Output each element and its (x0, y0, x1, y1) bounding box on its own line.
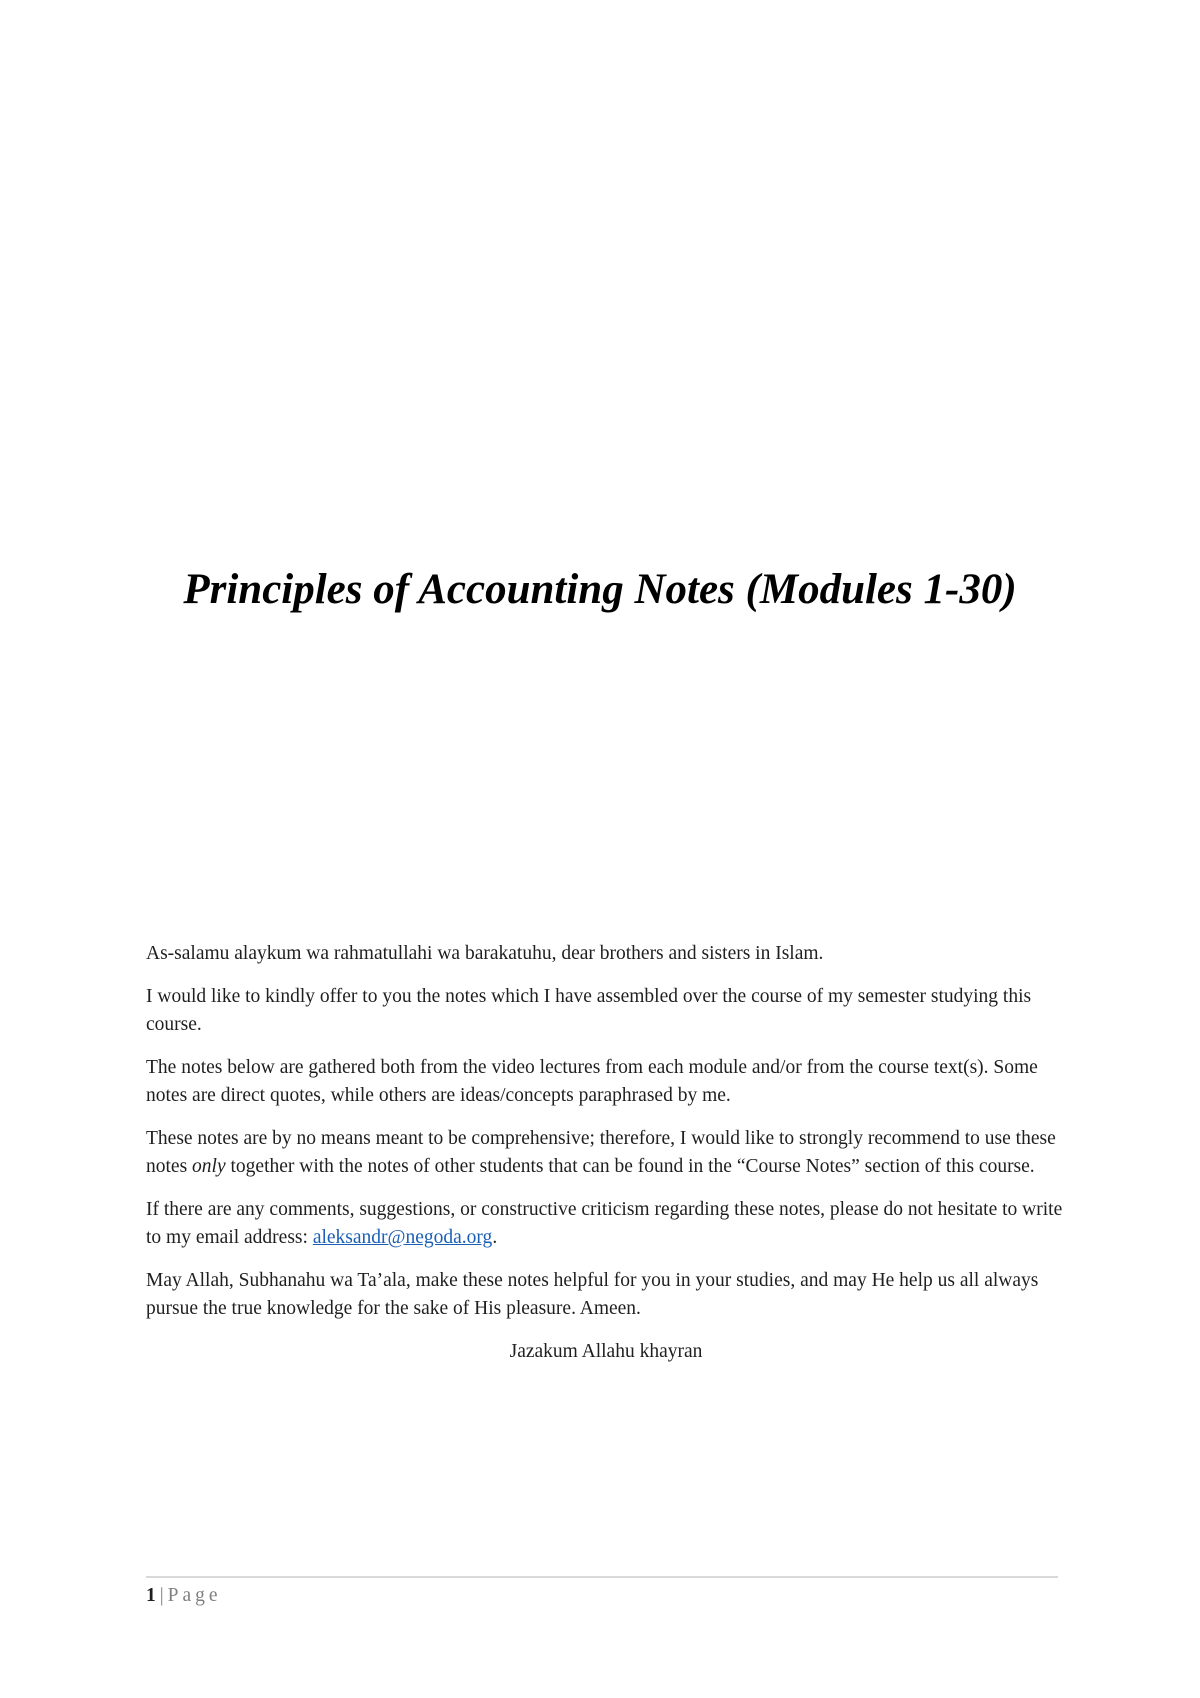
disclaimer-text-start: These notes are by no means meant to be comprehensive; therefore, I would like to strongly recommend to use these notes (146, 1128, 1056, 1177)
footer-divider (146, 1576, 1058, 1578)
footer-separator: | (159, 1585, 164, 1606)
dua-paragraph: May Allah, Subhanahu wa Ta’ala, make these notes helpful for you in your studies, and may He help us all always pursue the true knowledge for the sake of His pleasure. Ameen. (146, 1270, 1039, 1319)
disclaimer-emphasis: only (192, 1156, 226, 1177)
greeting-paragraph: As-salamu alaykum wa rahmatullahi wa barakatuhu, dear brothers and sisters in Islam. (146, 943, 824, 964)
sources-paragraph: The notes below are gathered both from the video lectures from each module and/or from the course text(s). Some notes are direct quotes, while others are ideas/concepts paraphrased by me. (146, 1057, 1038, 1106)
disclaimer-text-end: together with the notes of other students that can be found in the “Course Notes” section of this course. (225, 1156, 1035, 1177)
contact-text-end: . (492, 1227, 498, 1248)
contact-text-start: If there are any comments, suggestions, or constructive criticism regarding these notes, please do not hesitate to write to my email address: (146, 1199, 1063, 1248)
page-label: Page (167, 1585, 222, 1606)
disclaimer-paragraph (146, 1125, 1066, 1181)
email-link[interactable]: aleksandr@negoda.org (312, 1227, 493, 1248)
closing-line: Jazakum Allahu khayran (509, 1341, 703, 1362)
offer-paragraph: I would like to kindly offer to you the notes which I have assembled over the course of my semester studying this course. (146, 986, 1032, 1035)
contact-paragraph (146, 1196, 1066, 1252)
document-title: Principles of Accounting Notes (Modules 1-30) (183, 566, 1017, 613)
intro-text (146, 940, 1066, 1381)
page-number: 1 (146, 1585, 156, 1606)
page-footer (146, 1582, 222, 1610)
